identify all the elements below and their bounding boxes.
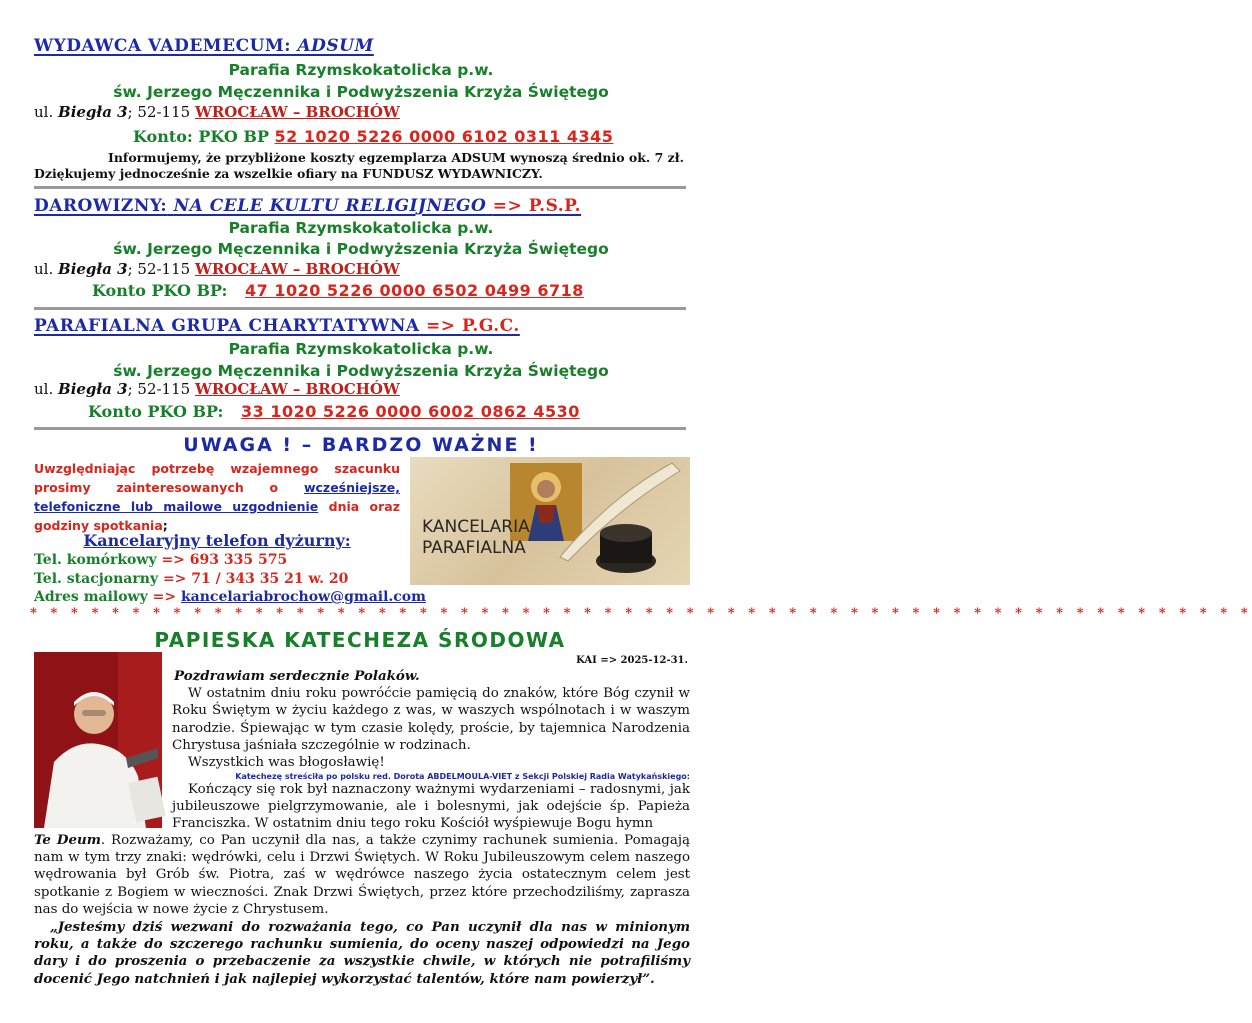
katecheza-p3-top bbox=[172, 781, 690, 833]
kancelaria-phone-heading: Kancelaryjny telefon dyżurny: bbox=[83, 531, 351, 550]
wydawca-title-name: ADSUM bbox=[297, 36, 374, 56]
katecheza-paragraph-1: W ostatnim dniu roku powróćcie pamięcią do znaków, które Bóg czynił w Roku Świętym w życiu każdego z was, w waszych wspólnotach i w waszym narodzie. Śpiewając w tym czasie kolędy, proście, by tajemnica Narodzenia Chrystusa jaśniała szczególnie w rodzinach. bbox=[172, 686, 690, 753]
address-street: Biegła 3 bbox=[58, 260, 128, 278]
katecheza-quote: „Jesteśmy dziś wezwani do rozważania tego, co Pan uczynił dla nas w minionym roku, a także do szczerego rachunku sumienia, do oceny naszej odpowiedzi na Jego dary i do proszenia o przebaczenie za wszystkie chwile, w których nie potrafiliśmy docenić Jego natchnień i jak najlepiej wykorzystać talentów, które nam powierzył”. bbox=[34, 919, 690, 987]
kancelaria-image-text bbox=[422, 517, 530, 559]
kancelaria-text-1: KANCELARIA bbox=[422, 517, 530, 537]
grupa-parafia: Parafia Rzymskokatolicka p.w. bbox=[228, 340, 494, 358]
address-prefix: ul. bbox=[34, 103, 54, 121]
katecheza-paragraph-3-start: Kończący się rok był naznaczony ważnymi wydarzeniami – radosnymi, jak jubileuszowe pielgrzymowanie, ale i bolesnymi, jak odejście śp. Papieża Franciszka. W ostatnim dniu tego roku Kościół wyśpiewuje Bogu hymn bbox=[172, 782, 690, 832]
tel-mobile-value[interactable]: => 693 335 575 bbox=[161, 552, 288, 568]
grupa-arrow: => P.G.C. bbox=[426, 316, 520, 336]
tel-landline-value[interactable]: => 71 / 343 35 21 w. 20 bbox=[162, 571, 349, 587]
katecheza-paragraph-3-continued bbox=[34, 832, 690, 918]
wydawca-info-2: Dziękujemy jednocześnie za wszelkie ofiary na FUNDUSZ WYDAWNICZY. bbox=[34, 166, 543, 181]
email-link[interactable]: kancelariabrochow@gmail.com bbox=[180, 589, 426, 605]
darowizny-address bbox=[34, 260, 400, 278]
address-city: WROCŁAW – BROCHÓW bbox=[194, 260, 400, 278]
wydawca-patron: św. Jerzego Męczennika i Podwyższenia Krzyża Świętego bbox=[113, 83, 609, 101]
konto-number[interactable]: 33 1020 5226 0000 6002 0862 4530 bbox=[240, 402, 580, 421]
konto-number[interactable]: 52 1020 5226 0000 6102 0311 4345 bbox=[274, 127, 614, 146]
grupa-title-label: PARAFIALNA GRUPA CHARYTATYWNA bbox=[34, 316, 420, 336]
address-postal: ; 52-115 bbox=[127, 380, 191, 398]
darowizny-title-cel: NA CELE KULTU RELIGIJNEGO bbox=[173, 196, 487, 216]
uwaga-title: UWAGA ! – BARDZO WAŻNE ! bbox=[183, 434, 539, 456]
katecheza-greeting-block bbox=[172, 668, 690, 783]
katecheza-credit: Katechezę streściła po polsku red. Dorota ABDELMOULA-VIET z Sekcji Polskiej Radia Watykańskiego: bbox=[235, 772, 690, 782]
wydawca-parafia: Parafia Rzymskokatolicka p.w. bbox=[228, 61, 494, 79]
wydawca-title-label: WYDAWCA VADEMECUM: bbox=[34, 36, 292, 56]
divider bbox=[34, 186, 686, 189]
wydawca-address bbox=[34, 103, 400, 121]
katecheza-title: PAPIESKA KATECHEZA ŚRODOWA bbox=[154, 628, 566, 652]
deum-word: Deum bbox=[56, 832, 101, 848]
tel-landline-label: Tel. stacjonarny bbox=[34, 571, 159, 587]
konto-label: Konto: PKO BP bbox=[133, 127, 269, 146]
wydawca-konto bbox=[133, 127, 613, 146]
grupa-address bbox=[34, 380, 400, 398]
tel-mobile-label: Tel. komórkowy bbox=[34, 552, 157, 568]
address-street: Biegła 3 bbox=[58, 103, 128, 121]
katecheza-source: KAI => 2025-12-31. bbox=[576, 655, 688, 666]
katecheza-paragraph-3-rest: . Rozważamy, co Pan uczynił dla nas, a także czynimy rachunek sumienia. Pomagają nam w tym trzy znaki: wędrówki, celu i Drzwi Świętych. W Roku Jubileuszowym celem naszego wędrowania był Grób św. Piotra, zaś w wędrówce naszego życia ostatecznym celem jest spotkanie z Bogiem w wieczności. Znak Drzwi Świętych, przez które przechodziliśmy, zaprasza nas do wejścia w nowe życie z Chrystusem. bbox=[34, 833, 691, 917]
address-street: Biegła 3 bbox=[58, 380, 128, 398]
wydawca-title bbox=[34, 36, 374, 56]
tel-landline bbox=[34, 571, 348, 587]
email-arrow: => bbox=[152, 589, 177, 605]
address-city: WROCŁAW – BROCHÓW bbox=[194, 103, 400, 121]
darowizny-konto bbox=[92, 281, 584, 300]
grupa-title bbox=[34, 316, 520, 336]
katecheza-paragraph-2: Wszystkich was błogosławię! bbox=[188, 755, 385, 771]
uwaga-notice bbox=[34, 459, 400, 535]
darowizny-patron: św. Jerzego Męczennika i Podwyższenia Krzyża Świętego bbox=[113, 240, 609, 258]
notice-text-2: dnia oraz godziny spotkania bbox=[34, 499, 400, 533]
katecheza-p3-rest bbox=[34, 832, 690, 988]
address-prefix: ul. bbox=[34, 260, 54, 278]
konto-label: Konto PKO BP: bbox=[92, 281, 228, 300]
address-postal: ; 52-115 bbox=[127, 260, 191, 278]
star-separator: * * * * * * * * * * * * * * * * * * * * * * * * * * * * * * * * * * * * * * * * * * * * * * * * * * * * * * * * * * * * bbox=[30, 606, 1252, 621]
grupa-konto bbox=[88, 402, 580, 421]
darowizny-title-label: DAROWIZNY: bbox=[34, 196, 168, 216]
grupa-patron: św. Jerzego Męczennika i Podwyższenia Krzyża Świętego bbox=[113, 362, 609, 380]
darowizny-parafia: Parafia Rzymskokatolicka p.w. bbox=[228, 219, 494, 237]
kancelaria-text-2: PARAFIALNA bbox=[422, 538, 526, 558]
katecheza-greeting: Pozdrawiam serdecznie Polaków. bbox=[174, 668, 420, 684]
pope-photo bbox=[34, 652, 162, 828]
email-label: Adres mailowy bbox=[34, 589, 148, 605]
konto-label: Konto PKO BP: bbox=[88, 402, 224, 421]
address-city: WROCŁAW – BROCHÓW bbox=[194, 380, 400, 398]
address-postal: ; 52-115 bbox=[127, 103, 191, 121]
email-line bbox=[34, 589, 426, 605]
wydawca-info-1: Informujemy, że przybliżone koszty egzemplarza ADSUM wynoszą średnio ok. 7 zł. bbox=[108, 150, 684, 165]
address-prefix: ul. bbox=[34, 380, 54, 398]
notice-text-3: ; bbox=[162, 518, 168, 533]
divider bbox=[34, 427, 686, 430]
te-word: Te bbox=[34, 832, 51, 848]
darowizny-arrow: => P.S.P. bbox=[492, 196, 582, 216]
darowizny-title bbox=[34, 196, 581, 216]
divider bbox=[34, 307, 686, 310]
notice-text-highlight: wcześniejsze, telefoniczne lub mailowe uzgodnienie bbox=[34, 480, 401, 514]
notice-text-1: Uwzględniając potrzebę wzajemnego szacunku prosimy zainteresowanych o bbox=[34, 461, 400, 495]
pope-figure-icon bbox=[34, 652, 162, 828]
konto-number[interactable]: 47 1020 5226 0000 6502 0499 6718 bbox=[244, 281, 584, 300]
tel-mobile bbox=[34, 552, 287, 568]
kancelaria-image bbox=[410, 457, 690, 585]
